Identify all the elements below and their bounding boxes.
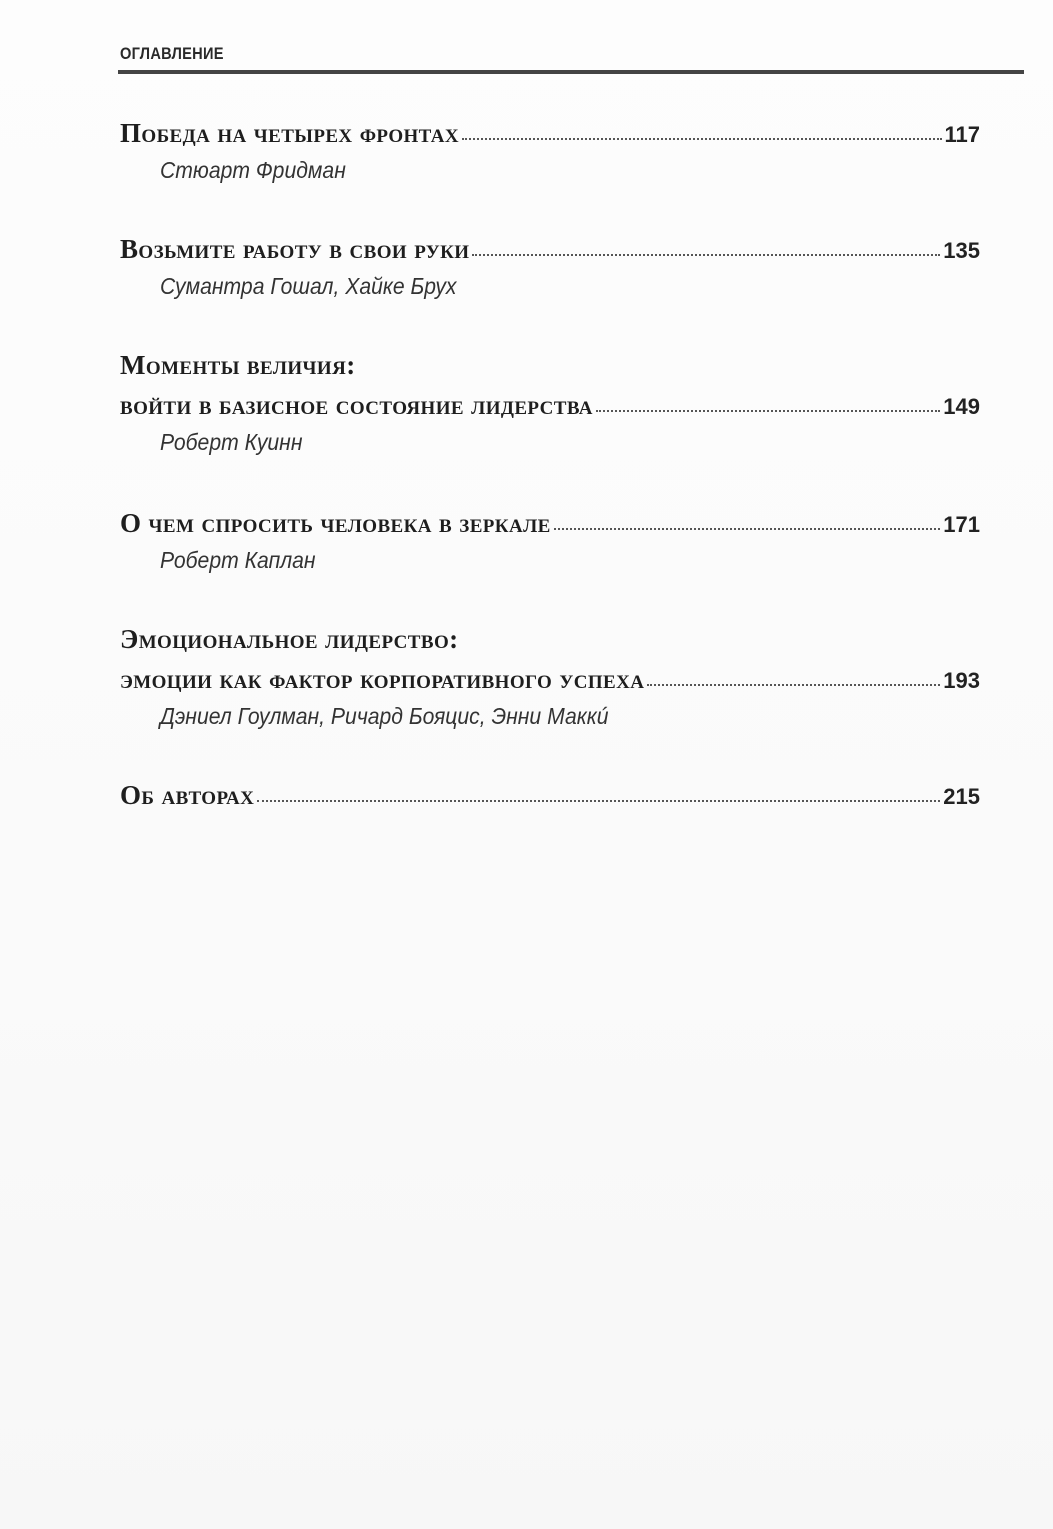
- toc-entry-author: Стюарт Фридман: [160, 157, 346, 183]
- toc-entry-subtitle[interactable]: эмоции как фактор корпоративного успеха: [120, 664, 645, 694]
- toc-entry[interactable]: [120, 624, 980, 732]
- toc-entry-author: Роберт Каплан: [160, 547, 316, 573]
- toc-entry[interactable]: [120, 350, 980, 458]
- toc-entry-author: Сумантра Гошал, Хайке Брух: [160, 273, 457, 299]
- toc-entry-title[interactable]: Победа на четырех фронтах: [120, 118, 460, 148]
- toc-page-number[interactable]: 117: [944, 122, 980, 147]
- toc-entry-author: Роберт Куинн: [160, 429, 303, 455]
- toc-entry[interactable]: [120, 234, 980, 302]
- dot-leader: [554, 528, 941, 530]
- toc-page-number[interactable]: 215: [943, 784, 980, 809]
- dot-leader: [472, 254, 940, 256]
- toc-entry-subtitle[interactable]: войти в базисное состояние лидерства: [120, 390, 593, 420]
- toc-page-number[interactable]: 135: [943, 238, 980, 263]
- toc-entry-line: [120, 508, 980, 544]
- toc-entry-title[interactable]: Эмоциональное лидерство:: [120, 624, 459, 654]
- dot-leader: [462, 138, 941, 140]
- toc-entry-title[interactable]: Моменты величия:: [120, 350, 356, 380]
- header-rule: [118, 70, 1024, 74]
- toc-entry-title-line-1: [120, 350, 980, 386]
- toc-entry-line: [120, 118, 980, 154]
- toc-page-number[interactable]: 193: [943, 668, 980, 693]
- toc-entry-line: [120, 664, 980, 700]
- toc-entry[interactable]: [120, 118, 980, 186]
- toc-page-number[interactable]: 171: [943, 512, 980, 537]
- dot-leader: [257, 800, 940, 802]
- toc-entry-title-line-1: [120, 624, 980, 660]
- toc-entry-line: [120, 780, 980, 816]
- toc-entry[interactable]: [120, 780, 980, 816]
- toc-page-number[interactable]: 149: [943, 394, 980, 419]
- dot-leader: [647, 684, 940, 686]
- toc-entry-author: Дэниел Гоулман, Ричард Бояцис, Энни Маккú: [160, 703, 609, 729]
- running-head: ОГЛАВЛЕНИЕ: [120, 44, 224, 63]
- dot-leader: [596, 410, 940, 412]
- toc-entry-title[interactable]: Возьмите работу в свои руки: [120, 234, 470, 264]
- toc-entry[interactable]: [120, 508, 980, 576]
- toc-entry-line: [120, 234, 980, 270]
- toc-entry-line: [120, 390, 980, 426]
- toc-entry-title[interactable]: Об авторах: [120, 780, 255, 810]
- toc-entry-title[interactable]: О чем спросить человека в зеркале: [120, 508, 551, 538]
